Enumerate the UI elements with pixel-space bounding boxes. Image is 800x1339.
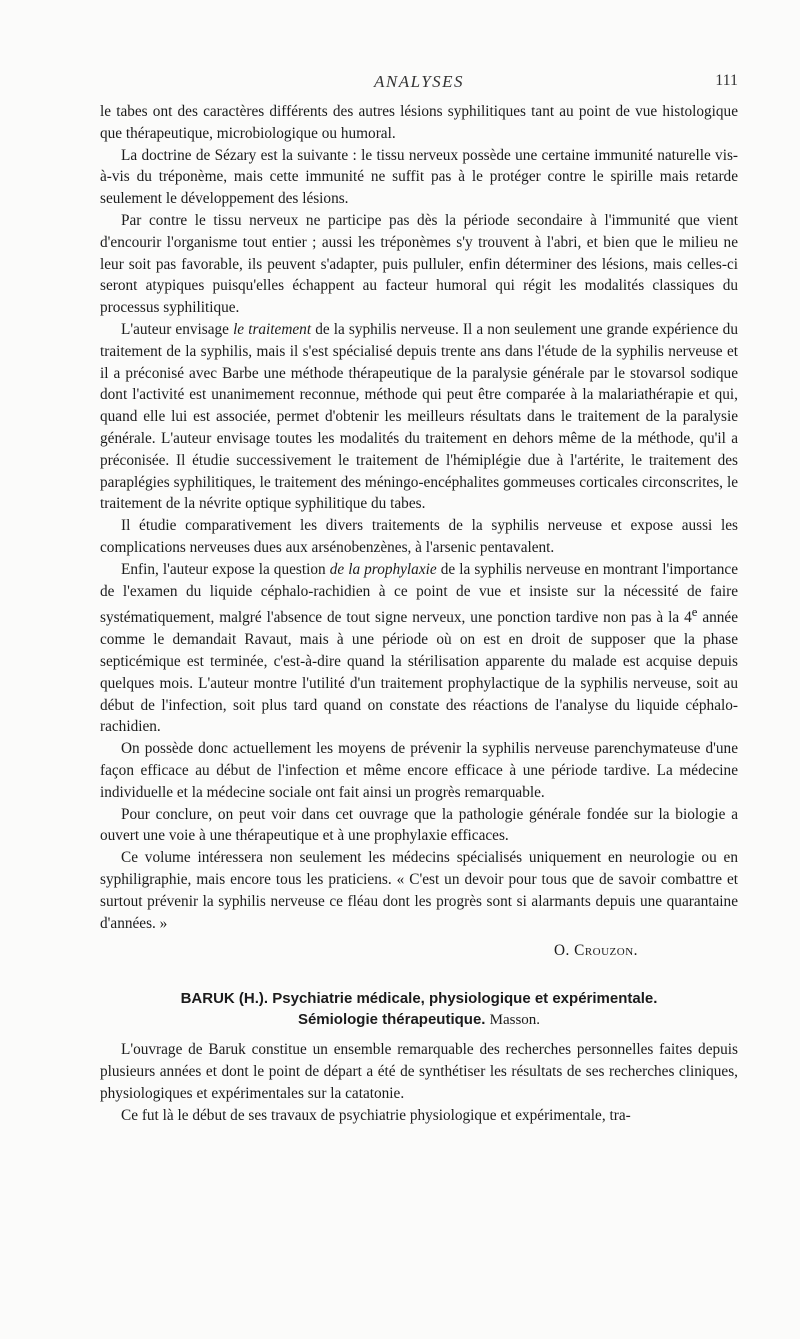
- paragraph: le tabes ont des caractères différents des autres lésions syphilitiques tant au point de vue histologique que thérapeutique, microbiologique ou humoral.: [100, 103, 738, 142]
- paragraph: Pour conclure, on peut voir dans cet ouvrage que la pathologie générale fondée sur la biologie a ouvert une voie à une thérapeutique et à une prophylaxie efficaces.: [100, 805, 738, 845]
- emphasis: le traitement: [233, 320, 312, 338]
- running-title: ANALYSES: [373, 72, 465, 91]
- paragraph: La doctrine de Sézary est la suivante : le tissu nerveux possède une certaine immunité naturelle vis-à-vis du tréponème, mais cette immunité ne suffit pas à le protéger contre le spirille mais retarde seulement le développement des lésions.: [100, 146, 738, 208]
- text-run: L'auteur envisage: [121, 320, 234, 338]
- superscript: e: [691, 605, 698, 620]
- review-heading-subtitle: Sémiologie thérapeutique.: [297, 1011, 486, 1029]
- text-run: année comme le demandait Ravaut, mais à une période où on est en droit de supposer que la phase septicémique est terminée, c'est-à-dire quand la stérilisation apparente du malade est acquise depuis quelques mois. L'auteur montre l'utilité d'un traitement prophylactique de la syphilis nerveuse, soit au début de l'infection, soit plus tard quand on constate des réactions de l'analyse du liquide céphalo-rachidien.: [100, 609, 739, 736]
- paragraph: L'ouvrage de Baruk constitue un ensemble remarquable des recherches personnelles faites depuis plusieurs années et dont le point de départ a été de synthétiser les résultats de ses recherches cliniques, physiologiques et expérimentales sur la catatonie.: [100, 1041, 738, 1102]
- body-text: [100, 101, 738, 1126]
- review-heading-line: [100, 1009, 738, 1031]
- text-run: de la syphilis nerveuse. Il a non seulement une grande expérience du traitement de la syphilis, mais il s'est spécialisé depuis trente ans dans l'étude de la syphilis nerveuse et il a préconisé avec Barbe une méthode thérapeutique de la paralysie générale par le stovarsol sodique dont l'activité est unanimement reconnue, méthode qui peut être comparée à la malariathérapie et qui, quand elle lui est associée, permet d'obtenir les meilleurs résultats dans le traitement de la paralysie générale. L'auteur envisage toutes les modalités du traitement en dehors même de la méthode, qu'il a préconisée. Il étudie successivement le traitement de l'hémiplégie due à l'artérite, le traitement des paraplégies syphilitiques, le traitement des méningo-encéphalites gommeuses corticales circonscrites, le traitement de la névrite optique syphilitique du tabes.: [100, 320, 738, 513]
- author-signature: O. Crouzon.: [553, 942, 638, 960]
- publisher: Masson.: [489, 1012, 541, 1029]
- review-heading-line: BARUK (H.). Psychiatrie médicale, physiologique et expérimentale.: [180, 990, 658, 1008]
- page-number: 111: [715, 72, 738, 89]
- review-heading: [100, 988, 738, 1031]
- text-run: Enfin, l'auteur expose la question: [121, 560, 330, 578]
- paragraph: Il étudie comparativement les divers traitements de la syphilis nerveuse et expose aussi les complications nerveuses dues aux arsénobenzènes, à l'arsenic pentavalent.: [100, 517, 738, 556]
- paragraph: Ce fut là le début de ses travaux de psychiatrie physiologique et expérimentale, tra-: [121, 1106, 631, 1124]
- emphasis: de la prophylaxie: [329, 560, 437, 578]
- page-header: [100, 72, 738, 96]
- paragraph: Ce volume intéressera non seulement les médecins spécialisés uniquement en neurologie ou en syphiligraphie, mais encore tous les praticiens. « C'est un devoir pour tous que de savoir combattre et surtout prévenir la syphilis nerveuse ce fléau dont les progrès sont si alarmants depuis une quarantaine d'années. »: [100, 849, 738, 932]
- paragraph: [100, 559, 738, 738]
- paragraph: [100, 319, 738, 515]
- text-run: de la syphilis nerveuse en montrant l'importance de l'examen du liquide céphalo-rachidien à ce point de vue et insiste sur la nécessité de faire systématiquement, malgré l'absence de tout signe nerveux, une ponction tardive non pas à la 4: [100, 560, 739, 627]
- paragraph: Par contre le tissu nerveux ne participe pas dès la période secondaire à l'immunité que vient d'encourir l'organisme tout entier ; aussi les tréponèmes s'y trouvent à l'abri, et bien que le milieu ne leur soit pas favorable, ils peuvent s'adapter, puis pulluler, enfin déterminer des lésions, mais celles-ci seront atypiques puisqu'elles échappent au facteur humoral qui régit les modalités classiques du processus syphilitique.: [100, 211, 738, 317]
- paragraph: On possède donc actuellement les moyens de prévenir la syphilis nerveuse parenchymateuse d'une façon efficace au début de l'infection et même encore efficace à une période tardive. La médecine individuelle et la médecine sociale ont fait ainsi un progrès remarquable.: [100, 740, 738, 801]
